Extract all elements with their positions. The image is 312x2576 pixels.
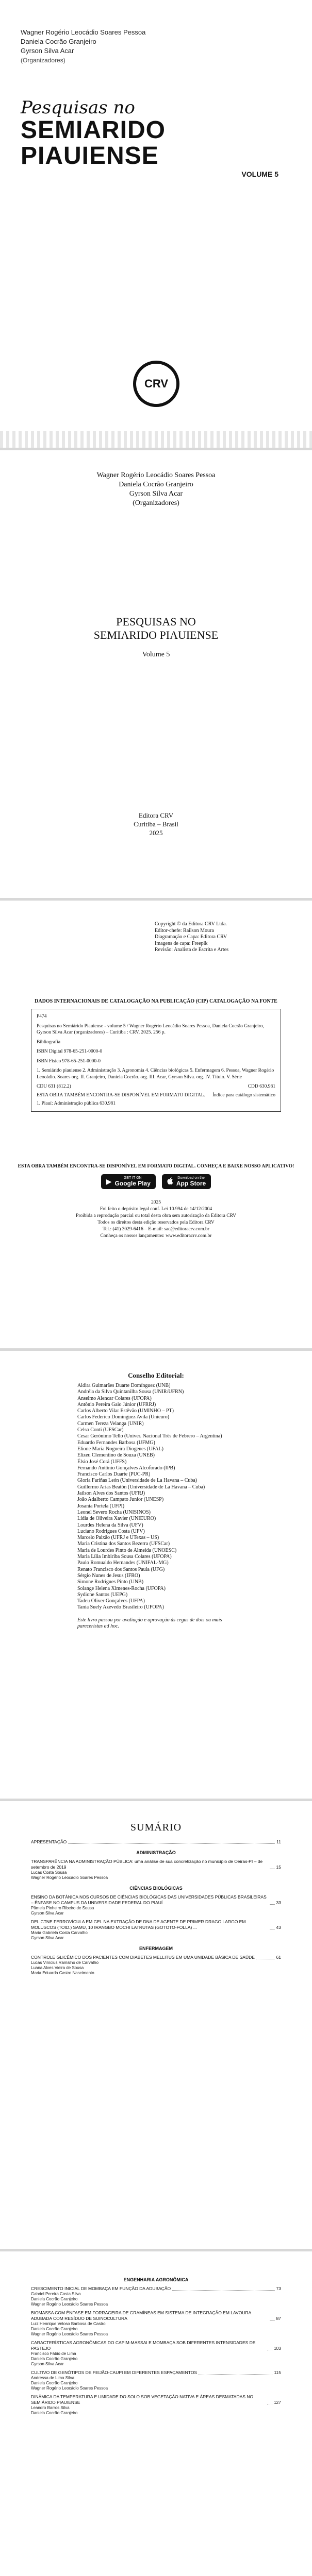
council-member: Guillermo Arias Beatón (Universidade de La Havana – Cuba) bbox=[77, 1484, 205, 1490]
council-member: Antônio Pereira Gaio Júnior (UFRRJ) bbox=[77, 1401, 156, 1408]
entry-author: Luiz Henrique Veloso Barbosa de Castro bbox=[31, 2321, 106, 2326]
council-member: João Adalberto Campato Junior (UNESP) bbox=[77, 1497, 164, 1503]
badge-small-text: GET IT ON bbox=[123, 1176, 142, 1180]
entry-page: 87 bbox=[276, 2316, 281, 2321]
council-member: Carmen Tereza Velanga (UNIR) bbox=[77, 1420, 144, 1427]
entry-page: 115 bbox=[274, 2370, 281, 2375]
cover-author: Gyrson Silva Acar bbox=[21, 47, 74, 55]
entry-line bbox=[31, 2370, 281, 2376]
cover-title-main: SEMIARIDO PIAUIENSE bbox=[21, 116, 166, 170]
entry-line bbox=[31, 2310, 281, 2321]
entry-author: Wagner Rogério Leocádio Soares Pessoa bbox=[31, 1875, 108, 1880]
summary-entry[interactable] bbox=[31, 1919, 281, 1941]
council-member: Lídia de Oliveira Xavier (UNIEURO) bbox=[77, 1516, 156, 1522]
entry-author: Gyrson Silva Acar bbox=[31, 2362, 64, 2366]
entry-author: Wagner Rogério Leocádio Soares Pessoa bbox=[31, 2386, 108, 2391]
entry-author: Wagner Rogério Leocádio Soares Pessoa bbox=[31, 2332, 108, 2336]
summary-section-heading: ENFERMAGEM bbox=[139, 1946, 173, 1951]
entry-title: CONTROLE GLICÊMICO DOS PACIENTES COM DIABETES MELLITUS EM UMA UNIDADE BÁSICA DE SAÚDE bbox=[31, 1955, 255, 1960]
entry-line bbox=[31, 1859, 281, 1870]
council-member: Solange Helena Ximenes-Rocha (UFOPA) bbox=[77, 1585, 166, 1591]
summary-page-2 bbox=[0, 2251, 312, 2576]
council-member: Maria Lília Imbiriba Sousa Colares (UFOPA) bbox=[77, 1554, 172, 1560]
entry-page: 11 bbox=[276, 1839, 281, 1844]
summary-page-1 bbox=[0, 1801, 312, 2249]
summary-title: SUMÁRIO bbox=[130, 1822, 182, 1833]
cip-line: CDD 630.981 bbox=[248, 1084, 275, 1089]
council-member: Cesar Gerónimo Tello (Univer. Nacional Três de Febrero – Argentina) bbox=[77, 1433, 222, 1439]
cip-line: Pesquisas no Semiárido Piauiense - volume 5 / Wagner Rogério Leocádio Soares Pessoa, Daniela Cocrão Granjeiro, Gyrson Silva Acar (organizadores) – Curitiba : CRV, 2025. 256 p. bbox=[37, 1023, 264, 1035]
copyright-page bbox=[0, 901, 312, 1348]
council-member: Sérgio Nunes de Jesus (IFRO) bbox=[77, 1572, 140, 1579]
google-play-badge[interactable] bbox=[101, 1174, 156, 1189]
cip-line: P474 bbox=[37, 1014, 47, 1019]
entry-title: TRANSPARÊNCIA NA ADMINISTRAÇÃO PÚBLICA: uma análise de sua concretização no município de Oeiras-PI – de setembro de 2019 bbox=[31, 1859, 263, 1870]
title-page-author: Wagner Rogério Leocádio Soares Pessoa bbox=[96, 471, 216, 479]
copyright-block bbox=[155, 921, 228, 954]
entry-page: 73 bbox=[276, 2286, 281, 2291]
council-member: Fernando Antônio Gonçalves Alcoforado (IPB) bbox=[77, 1465, 175, 1471]
summary-entry[interactable] bbox=[31, 1955, 281, 1976]
publisher-year: 2025 bbox=[149, 829, 163, 837]
app-stores bbox=[0, 1163, 312, 1189]
council-member: Carlos Alberto Vilar Estêvão (UMINHO – PT) bbox=[77, 1408, 174, 1414]
title-page-author: Daniela Cocrão Granjeiro bbox=[119, 481, 193, 488]
entry-title: DINÂMICA DA TEMPERATURA E UMIDADE DO SOLO SOB VEGETAÇÃO NATIVA E ÁREAS DESMATADAS NO SEMIÁRIDO PIAUIENSE bbox=[31, 2394, 254, 2405]
council-member: Leonel Severo Rocha (UNISINOS) bbox=[77, 1509, 151, 1515]
council-member: Maria Cristina dos Santos Bezerra (UFSCar) bbox=[77, 1541, 170, 1547]
footer-line: Todos os direitos desta edição reservados pela Editora CRV bbox=[97, 1220, 215, 1225]
council-member: Elizeu Clementino de Souza (UNEB) bbox=[77, 1452, 155, 1459]
summary-entry[interactable] bbox=[31, 1859, 281, 1880]
title-page-org: (Organizadores) bbox=[133, 499, 179, 507]
footer-line: Foi feito o depósito legal conf. Lei 10.994 de 14/12/2004 bbox=[100, 1207, 212, 1212]
entry-author: Gyrson Silva Acar bbox=[31, 1936, 64, 1940]
badge-big-text: App Store bbox=[176, 1179, 206, 1187]
entry-author: Daniela Cocrão Granjeiro bbox=[31, 2297, 78, 2301]
cover-decoration bbox=[0, 431, 312, 448]
entry-author: Daniela Cocrão Granjeiro bbox=[31, 2327, 78, 2331]
copyright-line: Diagramação e Capa: Editora CRV bbox=[155, 934, 227, 940]
entry-author: Luana Alves Vieira de Sousa bbox=[31, 1965, 84, 1970]
publisher-logo-text: CRV bbox=[144, 377, 169, 390]
leader-dots bbox=[172, 2290, 274, 2291]
cip-title: DADOS INTERNACIONAIS DE CATALOGAÇÃO NA PUBLICAÇÃO (CIP) CATALOGAÇÃO NA FONTE bbox=[35, 998, 277, 1004]
entry-line bbox=[31, 2286, 281, 2292]
entry-author: Andressa de Lima Silva bbox=[31, 2376, 75, 2380]
cip-line: ISBN Físico 978-65-251-0000-0 bbox=[37, 1058, 101, 1064]
entry-author: Lucas Vinícius Ramalho de Carvalho bbox=[31, 1960, 99, 1965]
cip-line: CDU 631 (812.2) bbox=[37, 1084, 71, 1089]
cover-author: Daniela Cocrão Granjeiro bbox=[21, 38, 96, 45]
cover-volume: VOLUME 5 bbox=[241, 170, 278, 178]
summary-entry[interactable] bbox=[31, 2310, 281, 2337]
council-member: Renato Francisco dos Santos Paula (UFG) bbox=[77, 1566, 165, 1572]
council-member: Jailson Alves dos Santos (UFRJ) bbox=[77, 1490, 145, 1497]
cip-footer-right: Índice para catálogo sistemático bbox=[212, 1092, 275, 1098]
badge-big-text: Google Play bbox=[114, 1179, 151, 1187]
footer-line: Proibida a reprodução parcial ou total desta obra sem autorização da Editora CRV bbox=[75, 1213, 237, 1218]
summary-section-heading: CIÊNCIAS BIOLÓGICAS bbox=[129, 1886, 183, 1891]
cip-index: 1. Piauí: Administração pública 630.981 bbox=[37, 1101, 116, 1106]
council-member: Aldira Guimarães Duarte Domínguez (UNB) bbox=[77, 1383, 171, 1388]
title-line: PESQUISAS NO bbox=[116, 615, 196, 628]
play-store-icon: ▶ bbox=[106, 1177, 112, 1185]
entry-title: DEL CTNE FERROVÍCULA EM GEL NA EXTRAÇÃO DE DNA DE AGENTE DE PRIMER DRAGO LARGO EM MOLUSCOS (TOID.) SAMU, 10 IRANGBO MOCHI LATRUTAS (GOTOTO-FOLLA) ... bbox=[31, 1919, 246, 1930]
council-member: Paulo Romualdo Hernandes (UNIFAL-MG) bbox=[77, 1560, 169, 1566]
title-page-publisher bbox=[0, 811, 312, 837]
entry-line bbox=[31, 1894, 281, 1906]
cip-line: Bibliografia bbox=[37, 1039, 60, 1045]
copyright-line: Editor-chefe: Railson Moura bbox=[155, 927, 214, 934]
council-member: Lourdes Helena da Silva (UFV) bbox=[77, 1522, 143, 1528]
entry-page: 33 bbox=[276, 1900, 281, 1905]
store-badges bbox=[0, 1174, 312, 1189]
council-member: Tania Suely Azevedo Brasileiro (UFOPA) bbox=[77, 1604, 164, 1611]
summary-entry[interactable] bbox=[31, 2286, 281, 2307]
publisher-logo-icon bbox=[133, 361, 179, 407]
leader-dots bbox=[68, 1843, 275, 1844]
entry-author: Francisco Fábio de Lima bbox=[31, 2351, 76, 2356]
entry-author: Gyrson Silva Acar bbox=[31, 1911, 64, 1916]
summary-section-heading: ADMINISTRAÇÃO bbox=[136, 1850, 176, 1855]
title-page bbox=[0, 450, 312, 898]
footer-line: 2025 bbox=[151, 1200, 161, 1205]
council-title: Conselho Editorial: bbox=[128, 1371, 184, 1379]
entry-line bbox=[31, 2394, 281, 2405]
app-store-badge[interactable] bbox=[162, 1174, 211, 1189]
title-page-author: Gyrson Silva Acar bbox=[129, 490, 183, 498]
entry-author: Gabriel Pereira Costa Silva bbox=[31, 2292, 81, 2296]
council-member: Maria de Lourdes Pinto de Almeida (UNOESC) bbox=[77, 1547, 177, 1553]
cip-row bbox=[37, 1092, 275, 1099]
summary-list bbox=[31, 2272, 281, 2419]
summary-section-heading: ENGENHARIA AGRONÔMICA bbox=[123, 2277, 189, 2282]
summary-entry[interactable] bbox=[31, 2394, 281, 2416]
footer-line: Tel.: (41) 3029-6416 – E-mail: sac@editoracrv.com.br bbox=[103, 1227, 209, 1232]
entry-author: Wagner Rogério Leocádio Soares Pessoa bbox=[31, 2302, 108, 2307]
cover-authors bbox=[21, 28, 145, 65]
publisher-name: Editora CRV bbox=[138, 811, 174, 819]
title-page-volume: Volume 5 bbox=[142, 651, 170, 658]
cover-title-top: Pesquisas no bbox=[21, 97, 135, 118]
summary-entry[interactable] bbox=[31, 1894, 281, 1916]
cover-title bbox=[21, 98, 278, 178]
cip-row bbox=[37, 1100, 275, 1107]
entry-author: Leandro Barros Silva bbox=[31, 2405, 70, 2410]
entry-author: Lucas Costa Sousa bbox=[31, 1870, 67, 1875]
stores-heading: ESTA OBRA TAMBÉM ENCONTRA-SE DISPONÍVEL EM FORMATO DIGITAL. CONHEÇA E BAIXE NOSSO APLICATIVO! bbox=[18, 1164, 294, 1169]
title-page-title bbox=[0, 615, 312, 662]
publisher-city: Curitiba – Brasil bbox=[134, 820, 178, 828]
council-member: Andréia da Silva Quintanilha Sousa (UNIR/UFRN) bbox=[77, 1389, 184, 1395]
entry-title: BIOMASSA COM ÊNFASE EM FORRAGEIRA DE GRAMÍNEAS EM SISTEMA DE INTEGRAÇÃO EM LAVOURA ADUBADA COM RESÍDUO DE SUINOCULTURA bbox=[31, 2310, 251, 2321]
cip-line: 1. Semiárido piauiense 2. Administração 3. Agronomia 4. Ciências biológicas 5. Enfermagem 6. Pessoa, Wagner Rogério Leocádio. Soares org. II. Granjeiro, Daniela Cocrão. org. III. Acar, Gyrson Silva. org. IV. Título. V. Série bbox=[37, 1068, 274, 1080]
entry-page: 103 bbox=[273, 2346, 281, 2351]
entry-page: 43 bbox=[276, 1925, 281, 1930]
entry-title: CRESCIMENTO INICIAL DE MOMBAÇA EM FUNÇÃO DA ADUBAÇÃO bbox=[31, 2286, 171, 2291]
summary-entry[interactable] bbox=[31, 1839, 281, 1845]
entry-page: 15 bbox=[276, 1865, 281, 1870]
council-member: Élsio José Corá (UFFS) bbox=[77, 1459, 127, 1465]
council-member: Elione Maria Nogueira Diogenes (UFAL) bbox=[77, 1446, 163, 1452]
council-member: Luciano Rodrigues Costa (UFV) bbox=[77, 1528, 145, 1534]
summary-entry[interactable] bbox=[31, 2370, 281, 2391]
cover-author: Wagner Rogério Leocádio Soares Pessoa bbox=[21, 28, 146, 36]
council-member: Josania Portela (UFPI) bbox=[77, 1503, 125, 1509]
copyright-line: Imagens de capa: Freepik bbox=[155, 940, 208, 946]
entry-page: 61 bbox=[276, 1955, 281, 1960]
council-member: Gloria Fariñas León (Universidade de La Havana – Cuba) bbox=[77, 1478, 198, 1484]
entry-line bbox=[31, 1955, 281, 1960]
council-member: Simone Rodrigues Pinto (UNB) bbox=[77, 1579, 144, 1585]
copyright-footer bbox=[0, 1199, 312, 1240]
cip-box bbox=[31, 1009, 281, 1112]
council-member: Eduardo Fernandes Barbosa (UFMG) bbox=[77, 1439, 155, 1446]
cip-line: ISBN Digital 978-65-251-0000-0 bbox=[37, 1049, 103, 1054]
council-member: Francisco Carlos Duarte (PUC-PR) bbox=[77, 1471, 151, 1478]
entry-title: CARACTERÍSTICAS AGRONÔMICAS DO CAPIM-MASSAI E MOMBAÇA SOB DIFERENTES INTENSIDADES DE PASTEJO bbox=[31, 2340, 256, 2351]
entry-line bbox=[31, 2340, 281, 2351]
apple-icon bbox=[167, 1177, 173, 1185]
copyright-line: Copyright © da Editora CRV Ltda. bbox=[155, 921, 227, 927]
council-list bbox=[77, 1383, 235, 1630]
council-member: Carlos Federico Dominguez Avila (Unieuro) bbox=[77, 1414, 170, 1420]
cover-org: (Organizadores) bbox=[21, 57, 65, 64]
leader-dots bbox=[199, 2374, 272, 2375]
footer-line: Conheça os nossos lançamentos: www.editoracrv.com.br bbox=[100, 1233, 212, 1239]
cip-footer-left: ESTA OBRA TAMBÉM ENCONTRA-SE DISPONÍVEL EM FORMATO DIGITAL. bbox=[37, 1092, 205, 1098]
cover-page bbox=[0, 0, 312, 448]
council-member: Sydione Santos (UEPG) bbox=[77, 1591, 128, 1598]
summary-entry[interactable] bbox=[31, 2340, 281, 2367]
editorial-council-page bbox=[0, 1351, 312, 1799]
council-member: Marcelo Paixão (UFRJ e UTexas – US) bbox=[77, 1535, 159, 1541]
entry-page: 127 bbox=[273, 2400, 281, 2405]
copyright-line: Revisão: Analista de Escrita e Artes bbox=[155, 947, 229, 953]
entry-author: Daniela Cocrão Granjeiro bbox=[31, 2411, 78, 2415]
entry-author: Maria Gabriela Costa Carvalho bbox=[31, 1930, 88, 1935]
title-page-authors bbox=[0, 471, 312, 508]
entry-author: Daniela Cocrão Granjeiro bbox=[31, 2357, 78, 2361]
entry-author: Pâmela Pinheiro Ribeiro de Sousa bbox=[31, 1906, 94, 1910]
title-line: SEMIARIDO PIAUIENSE bbox=[93, 629, 219, 641]
entry-title: ENSINO DA BOTÂNICA NOS CURSOS DE CIÊNCIAS BIOLÓGICAS DAS UNIVERSIDADES PÚBLICAS BRASILEIRAS – ÊNFASE NO CAMPUS DA UNIVERSIDADE FEDERAL DO PIAUÍ bbox=[31, 1894, 267, 1905]
badge-small-text: Download on the bbox=[177, 1176, 205, 1180]
council-note: Este livro passou por avaliação e aprovação às cegas de dois ou mais pareceristas ad hoc. bbox=[77, 1617, 222, 1629]
leader-dots bbox=[270, 1904, 275, 1905]
entry-author: Daniela Cocrão Granjeiro bbox=[31, 2381, 78, 2385]
entry-author: Maria Eduarda Castro Nascimento bbox=[31, 1971, 94, 1975]
summary-list bbox=[31, 1839, 281, 1979]
council-member: Tadeu Oliver Gonçalves (UFPA) bbox=[77, 1598, 145, 1604]
council-member: Celso Conti (UFSCar) bbox=[77, 1427, 124, 1433]
entry-title: APRESENTAÇÃO bbox=[31, 1839, 67, 1844]
entry-title: CULTIVO DE GENÓTIPOS DE FEIJÃO-CAUPI EM DIFERENTES ESPAÇAMENTOS bbox=[31, 2370, 198, 2375]
entry-line bbox=[31, 1919, 281, 1930]
cip-row bbox=[37, 1083, 275, 1090]
council-member: Anselmo Alencar Colares (UFOPA) bbox=[77, 1395, 152, 1401]
